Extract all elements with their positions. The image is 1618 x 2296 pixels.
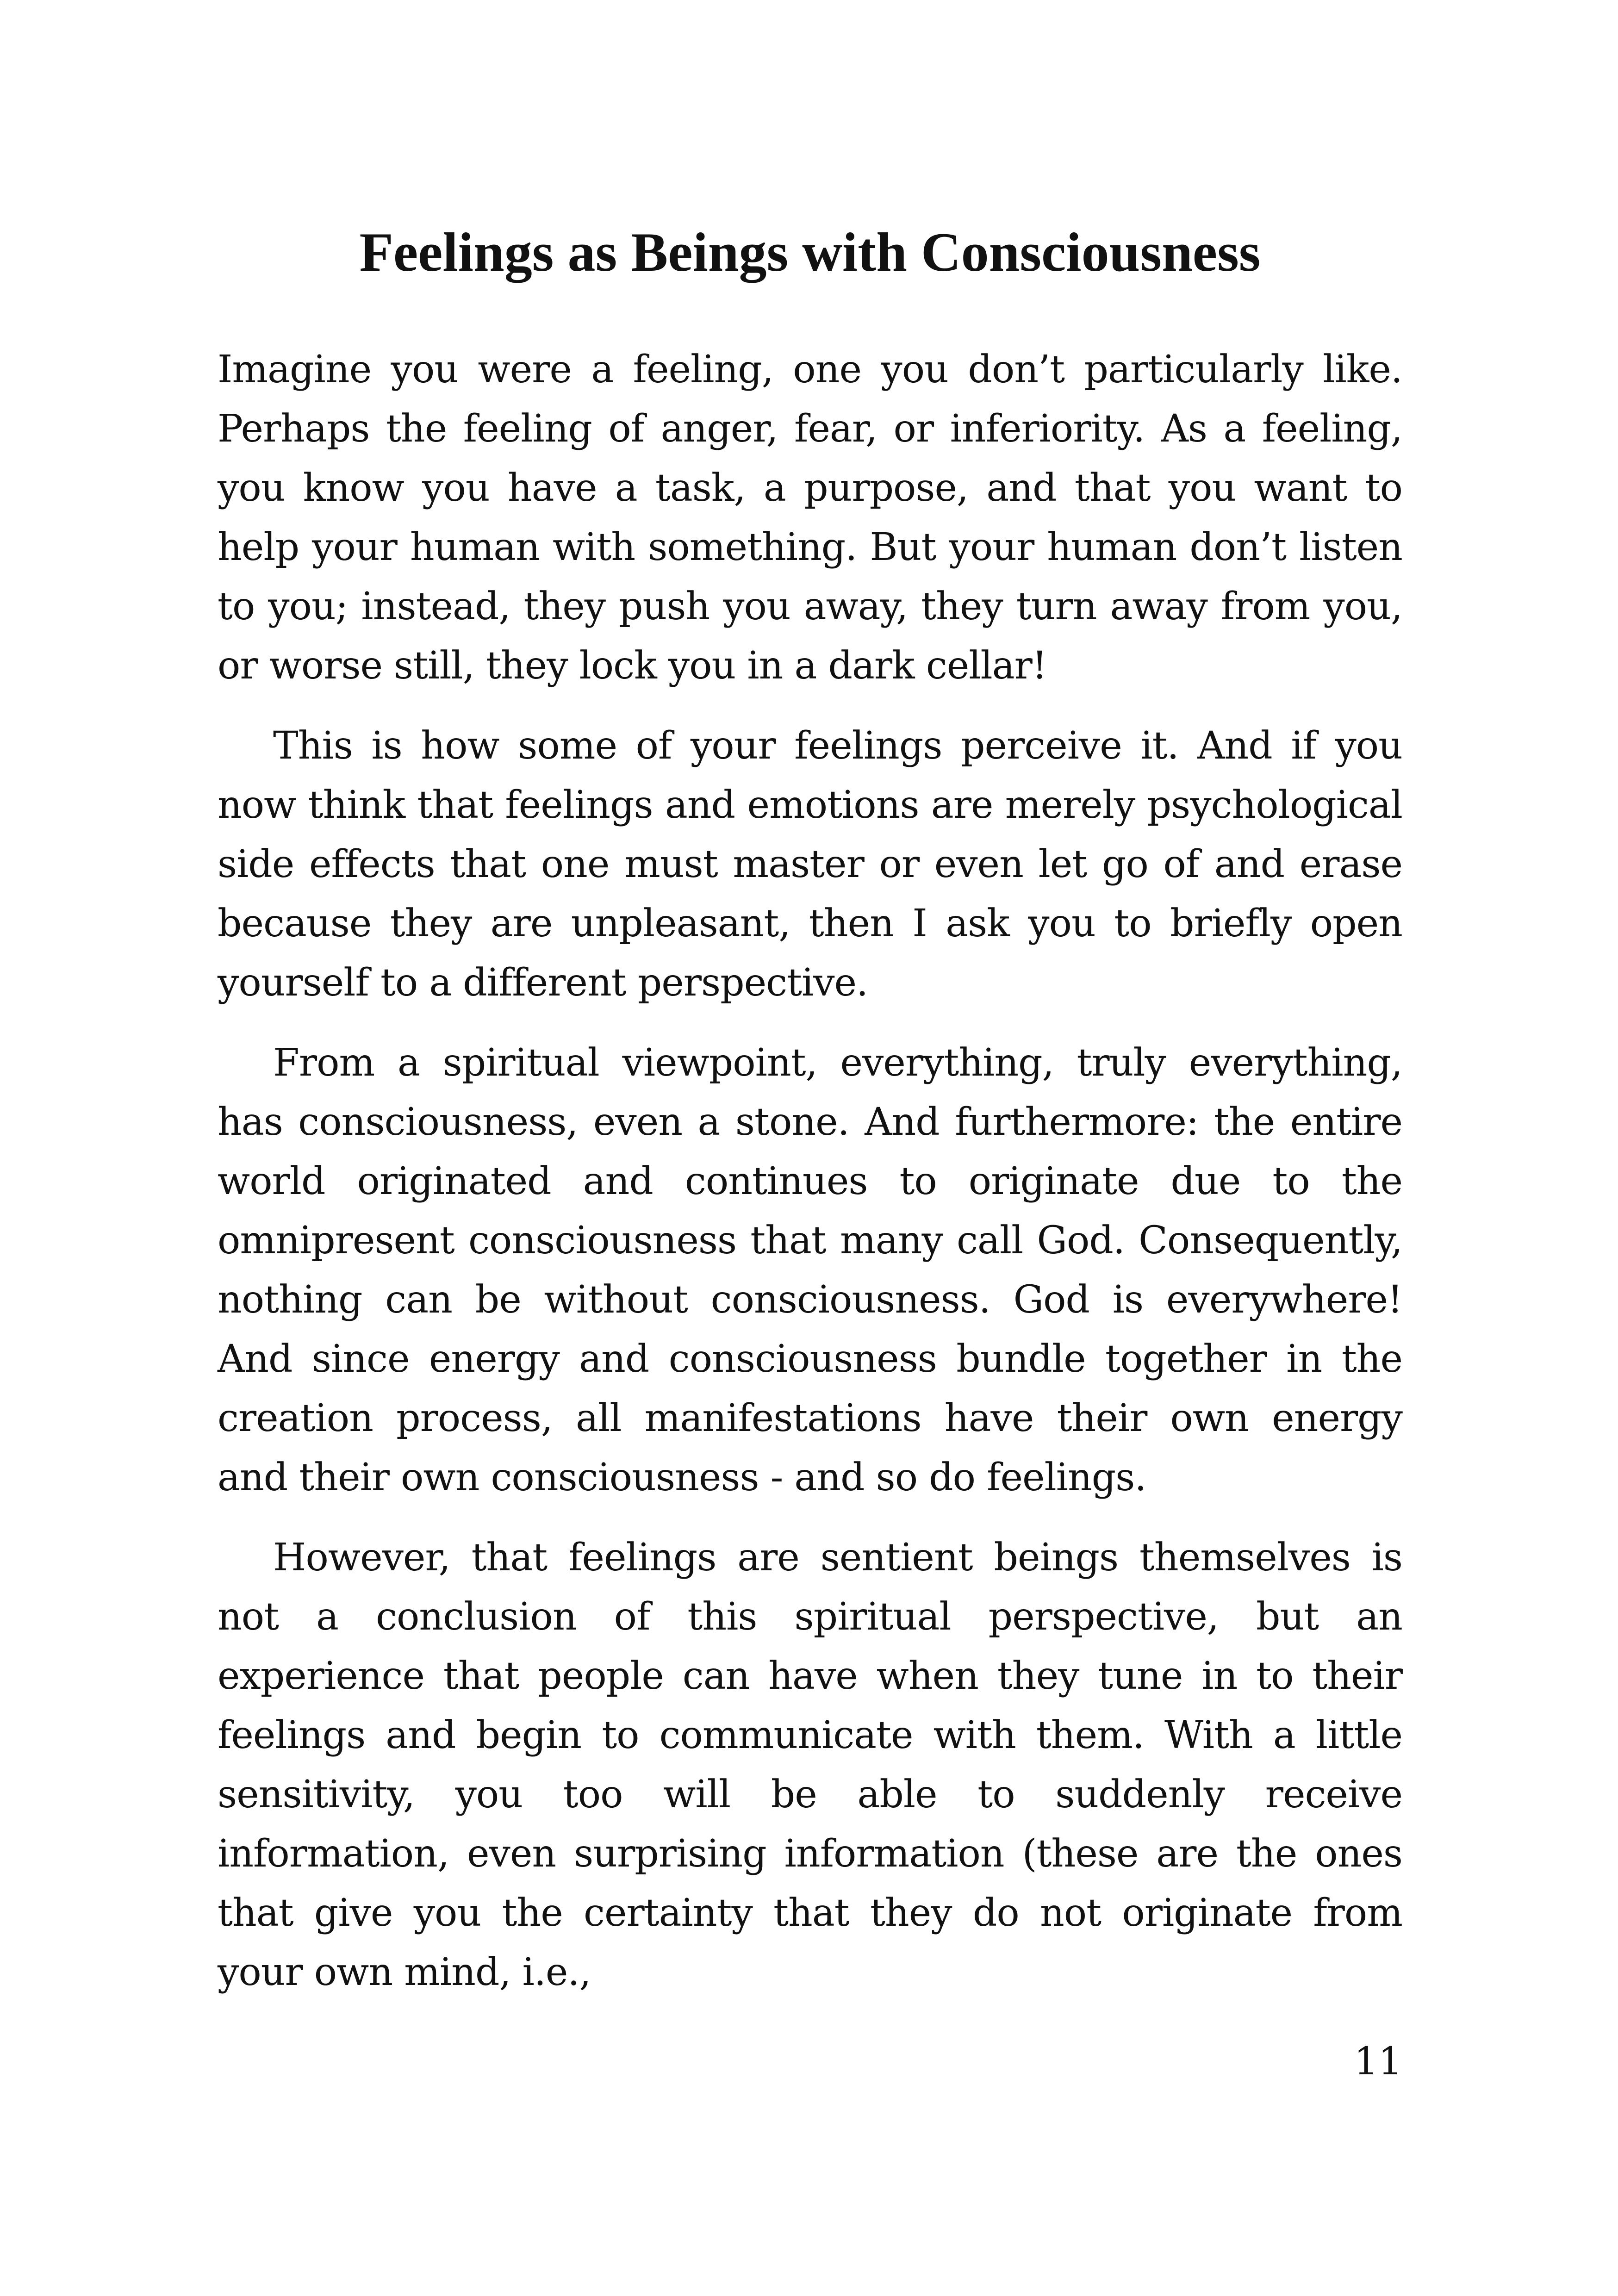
paragraph-3: From a spiritual viewpoint, everything, truly everything, has consciousness, even a stone. And furthermore: the entire world originated and continues to originate due to the omnipresent consciousness that many call God. Consequently, nothing can be without consciousness. God is everywhere! And since energy and consciousness bundle together in the creation process, all manifestations have their own energy and their own consciousness - and so do feelings. <box>218 1041 1402 1500</box>
paragraph-2: This is how some of your feelings perceive it. And if you now think that feelings and emotions are merely psychological side effects that one must master or even let go of and erase because they are unpleasant, then I ask you to briefly open yourself to a different perspective. <box>218 724 1402 1005</box>
paragraph-4: However, that feelings are sentient beings themselves is not a conclusion of this spiritual perspective, but an experience that people can have when they tune in to their feelings and begin to communicate with them. With a little sensitivity, you too will be able to suddenly receive information, even surprising information (these are the ones that give you the certainty that they do not originate from your own mind, i.e., <box>218 1536 1402 1994</box>
paragraph-1: Imagine you were a feeling, one you don’t particularly like. Perhaps the feeling of anger, fear, or inferiority. As a feeling, you know you have a task, a purpose, and that you want to help your human with something. But your human don’t listen to you; instead, they push you away, they turn away from you, or worse still, they lock you in a dark cellar! <box>218 348 1402 688</box>
page-title: Feelings as Beings with Consciousness <box>359 221 1261 283</box>
page-number: 11 <box>1354 2040 1402 2084</box>
body-text <box>218 340 1402 2023</box>
